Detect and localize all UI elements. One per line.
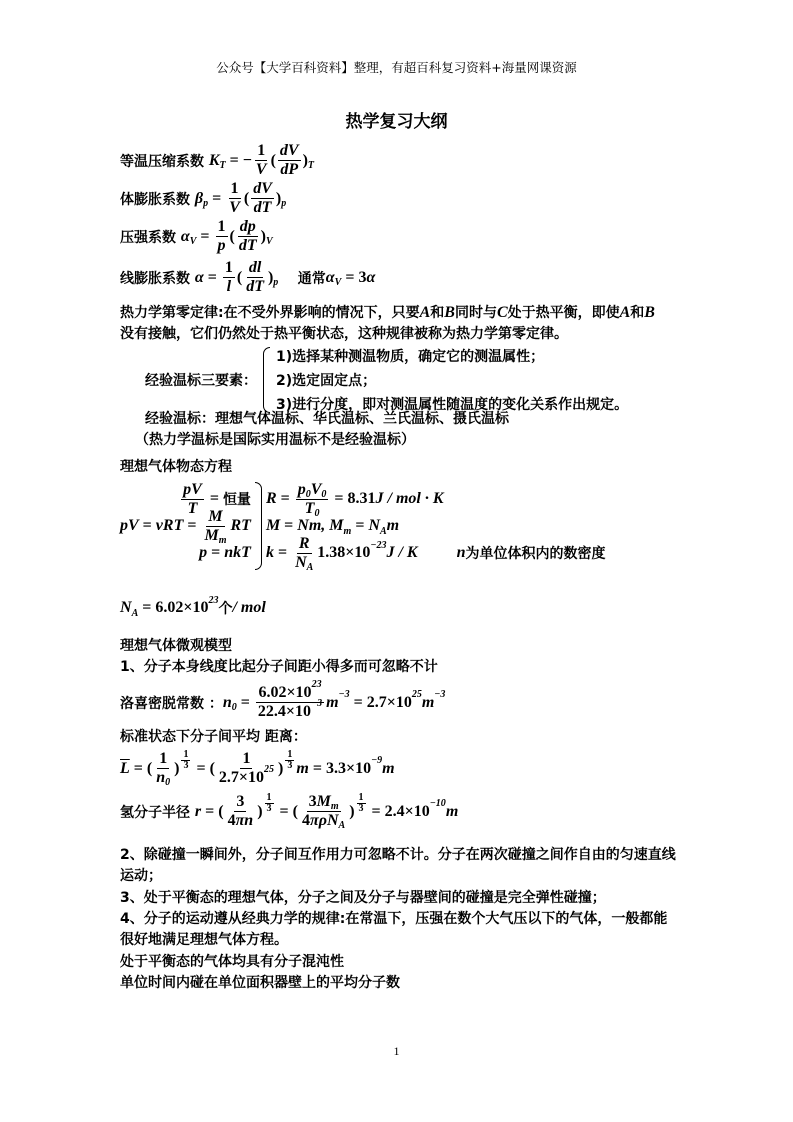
math-symbol: A [619,304,631,321]
text-run: 和 [630,305,645,321]
math-symbol: α [180,227,190,245]
gas-left-column [120,480,251,567]
math-symbol: J / K [386,544,418,561]
denominator [285,761,294,771]
math-symbol: M [265,517,281,534]
math-number: 1 [266,792,272,803]
math-number: ) [257,802,263,820]
math-number: 1 [358,792,364,803]
text-run: 通常 [278,270,326,287]
math-symbol: m [386,517,400,534]
fraction [251,180,274,217]
math-symbol: B [444,304,455,321]
numerator [223,259,235,278]
math-symbol: dl [248,259,262,276]
gas-right-row [266,513,399,540]
subscript: A [131,607,139,619]
numerator [216,218,228,237]
math-number: = 3.3×10 [308,759,372,777]
math-number: 4 [301,812,310,829]
math-number: 3 [236,793,245,810]
fraction [154,750,172,787]
math-symbol: m [326,693,339,711]
denominator [154,769,172,787]
subscript: A [306,561,314,573]
math-symbol: dT [253,199,272,216]
math-symbol: C [496,304,508,321]
denominator [216,237,228,255]
superscript: 23 [208,594,219,606]
math-symbol: p [297,480,306,498]
math-number: 1 [159,750,168,767]
text-run: 洛喜密脱常数 ： [120,695,223,712]
denominator [265,804,274,814]
math-number: = [236,693,254,711]
subscript: p [203,198,209,209]
superscript: −10 [429,798,446,809]
fraction [237,218,259,255]
fraction [265,793,274,814]
denominator [225,278,233,296]
pressure-coefficient-formula [120,218,273,255]
fraction [226,793,256,830]
math-symbol: B [644,304,655,321]
subscript: A [338,820,346,831]
math-symbol-overline: $\overline{L}$ [120,759,130,777]
math-symbol: m [296,759,309,777]
subscript: m [218,534,227,546]
math-number: = [276,490,294,507]
math-symbol: / mol [232,599,266,616]
numerator [307,793,341,812]
math-symbol: α [194,268,204,286]
math-symbol: n [156,769,166,786]
three-elements-label: 经验温标三要素： [145,373,257,389]
math-symbol: πρN [309,812,339,829]
subscript: p [281,198,287,209]
page-title: 热学复习大纲 [345,112,448,132]
math-number: = 6.02×10 [138,599,209,616]
math-number: ) [302,151,308,169]
fraction [244,259,266,296]
page-header: 公众号【大学百科资料】整理，有超百科复习资料+海量网课资源 [216,60,577,75]
denominator [181,761,190,771]
denominator [293,554,315,572]
math-symbol: pV [120,517,139,534]
math-symbol: α [366,268,376,286]
superscript: −23 [370,539,387,551]
math-symbol: A [419,304,431,321]
avg-distance-formula [120,750,395,787]
superscript: 23 [311,679,322,690]
math-number: = [183,517,201,534]
gas-right-row [265,480,444,519]
text-run [418,545,457,561]
math-number: ( [243,189,250,207]
superscript: −3 [311,698,323,709]
subscript: m [343,525,352,537]
point-2: 2、除碰撞一瞬间外，分子间互作用力可忽略不计。分子在两次碰撞之间作自由的匀速直线运动； [120,847,676,884]
math-symbol: β [194,189,204,207]
math-symbol: K [208,151,220,169]
denominator [226,812,256,830]
superscript: −3 [338,689,350,700]
math-symbol: M [316,793,331,810]
denominator [244,278,266,296]
text-run: 体膨胀系数 [120,191,195,208]
text-run: 为单位体积内的数密度 [465,546,606,562]
wall-flux-line: 单位时间内碰在单位面积器壁上的平均分子数 [120,975,400,991]
math-number: = 8.31 [330,490,376,507]
subscript: p [273,277,279,288]
math-number: = ( [201,802,224,820]
volume-expansion-formula [120,180,286,217]
fraction [293,535,315,572]
point-3: 3、处于平衡态的理想气体，分子之间及分子与器壁间的碰撞是完全弹性碰撞； [120,890,606,906]
math-symbol: R [298,534,310,552]
math-symbol: N [120,599,132,616]
numerator [238,218,258,237]
math-number: 3 [266,803,272,814]
math-symbol: m [421,693,435,711]
fraction [181,750,190,771]
numerator [296,481,329,500]
math-symbol: n [222,693,232,711]
subscript: 0 [305,488,311,500]
fraction [256,679,324,721]
math-number: 3 [358,803,364,814]
math-symbol: νRT [155,517,184,534]
linear-expansion-formula [120,259,375,296]
math-symbol: πn [235,812,254,829]
math-number: = 2.7×10 [349,693,412,711]
math-symbol: l [226,278,232,295]
math-symbol: n [456,544,466,561]
math-number: 1 [217,218,226,235]
avogadro-formula [120,594,266,619]
avg-distance-label: 标准状态下分子间平均 距离： [120,729,307,745]
three-elements-item: 2)选定固定点； [276,373,377,389]
math-number: 2.7×10 [218,769,265,786]
math-symbol: T [304,499,315,517]
superscript: −3 [434,689,446,700]
fraction [227,180,242,217]
math-number: = 3 [341,268,367,286]
subscript: m [330,801,339,812]
denominator [300,812,347,830]
math-number: 1 [183,749,189,760]
numerator [297,535,312,554]
math-symbol: V [255,161,267,178]
math-symbol: nkT [224,544,251,561]
micro-model-heading: 理想气体微观模型 [120,638,232,654]
superscript: −9 [371,755,383,766]
three-elements [145,346,628,414]
denominator [217,764,276,787]
math-number: 3 [183,760,189,771]
superscript [355,793,368,814]
superscript [283,750,296,771]
math-symbol: dT [238,237,257,254]
math-symbol: m [382,759,395,777]
math-symbol: dP [280,161,299,178]
math-number: = [138,517,156,534]
math-symbol: Nm, M [297,517,344,534]
fraction [254,142,269,179]
math-number: ) [174,759,180,777]
denominator [252,199,274,217]
math-number: 4 [227,812,236,829]
three-elements-item: 3)进行分度，即对测温属性随温度的变化关系作出规定。 [276,397,629,413]
point-4: 4、分子的运动遵从经典力学的规律:在常温下，压强在数个大气压以下的气体，一般都能很好地满足理想气体方程。 [120,911,668,948]
fraction [300,793,347,830]
subscript: V [334,277,342,288]
loschmidt-formula [120,679,446,721]
math-symbol: r [194,802,202,820]
math-number: ) [275,189,282,207]
math-symbol: dV [279,142,299,159]
numerator [206,508,224,527]
math-symbol: V [229,199,240,216]
math-number: ) [278,759,284,777]
math-number: = [273,544,292,561]
math-symbol: J / mol · K [375,490,444,507]
math-number: ( [236,268,243,286]
math-number: ( [270,151,276,169]
math-number: ) [349,802,355,820]
math-number: = [208,189,226,207]
brace [263,347,270,413]
math-number: ) [267,268,274,286]
math-symbol: k [265,544,274,561]
subscript: 0 [314,507,320,519]
math-symbol: pV [183,480,202,498]
math-number: = [205,490,223,507]
superscript [179,750,192,771]
math-symbol: p [199,544,208,561]
text-run: 处于热平衡，即使 [507,305,620,321]
math-symbol: dp [239,218,256,235]
text-run: 热力学第零定律:在不受外界影响的情况下，只要 [120,305,420,321]
subscript: 0 [321,488,327,500]
subscript: 0 [165,777,171,788]
numerator [278,142,301,161]
fraction [278,142,301,179]
math-number: 1 [230,180,239,197]
gas-right-column [265,480,606,573]
math-number: 1 [287,749,293,760]
hydrogen-radius-formula [120,793,458,830]
ideal-gas-equations [120,480,606,573]
ideal-gas-heading: 理想气体物态方程 [120,459,232,475]
math-symbol: N [295,553,307,571]
numerator [247,259,263,278]
page-number: 1 [393,1044,400,1058]
math-symbol: V [310,480,322,498]
text-run: 氢分子半径 [120,804,195,821]
math-number: 3 [308,793,317,810]
math-symbol: RT [230,517,251,534]
math-number: ( [229,227,235,245]
fraction [223,259,235,296]
math-symbol: α [325,268,335,286]
math-number: 3 [287,760,293,771]
math-number: = [203,268,221,286]
math-number: ) [260,227,266,245]
denominator [254,161,269,179]
subscript: T [307,160,314,171]
numerator [255,142,267,161]
math-number: 1.38×10 [317,544,371,561]
superscript: 25 [264,764,275,775]
numerator [251,180,274,199]
brace [255,482,262,570]
math-symbol: p [217,237,226,254]
math-number: 1 [224,259,233,276]
numerator [157,750,169,769]
denominator [237,237,259,255]
math-number: 1 [242,750,251,767]
text-run: 等温压缩系数 [120,153,209,170]
numerator [229,180,241,199]
math-number: 1 [257,142,266,159]
math-number: = ( [129,759,153,777]
text-run: 压强系数 [120,229,181,246]
fraction [216,218,228,255]
text-run: 和 [430,305,445,321]
math-number: = ( [192,759,215,777]
math-number: = ( [275,802,298,820]
math-symbol: M [204,526,219,544]
math-symbol: M [208,507,223,525]
isothermal-compressibility-formula [120,142,314,179]
molecular-chaos-line: 处于平衡态的气体均具有分子混沌性 [120,954,344,970]
empirical-scales: 经验温标：理想气体温标、华氏温标、兰氏温标、摄氏温标 [145,411,509,427]
text-run: 恒量 [222,492,251,508]
subscript: A [380,525,387,537]
math-symbol: T [187,499,198,517]
subscript: T [219,160,226,171]
math-number: 22.4×10 [257,703,312,720]
denominator [278,161,300,179]
superscript [263,793,276,814]
text-run: 没有接触，它们仍然处于热平衡状态，这种规律被称为热力学第零定律。 [120,326,568,342]
math-symbol: N [368,517,380,534]
numerator [181,481,204,500]
point-1: 1、分子本身线度比起分子间距小得多而可忽略不计 [120,659,438,675]
subscript: 0 [231,702,237,713]
math-number: = [207,544,225,561]
math-number: = 2.4×10 [367,802,430,820]
thermo-scale-note: （热力学温标是国际实用温标不是经验温标） [135,432,415,448]
math-symbol: dV [253,180,272,197]
text-run: 个 [218,601,233,617]
numerator [234,793,246,812]
math-symbol: dT [246,278,264,295]
three-elements-item: 1)选择某种测温物质，确定它的测温属性； [276,349,545,365]
math-symbol: R [265,490,277,507]
denominator [357,804,366,814]
fraction [217,750,276,787]
math-number: = [196,227,214,245]
numerator [240,750,252,769]
subscript: V [189,236,197,247]
math-number: 6.02×10 [258,684,312,701]
zeroth-law-paragraph [120,302,680,345]
math-number: = [280,517,298,534]
fraction [357,793,366,814]
denominator [256,698,324,721]
gas-left-row [120,507,251,546]
math-number: = [351,517,369,534]
subscript: V [265,236,273,247]
text-run: 同时与 [454,305,497,321]
denominator [227,199,242,217]
fraction [285,750,294,771]
gas-right-row [265,534,606,573]
text-run: 线膨胀系数 [120,270,195,287]
superscript: 25 [411,689,422,700]
math-symbol: m [445,802,459,820]
math-number: = − [225,151,252,169]
